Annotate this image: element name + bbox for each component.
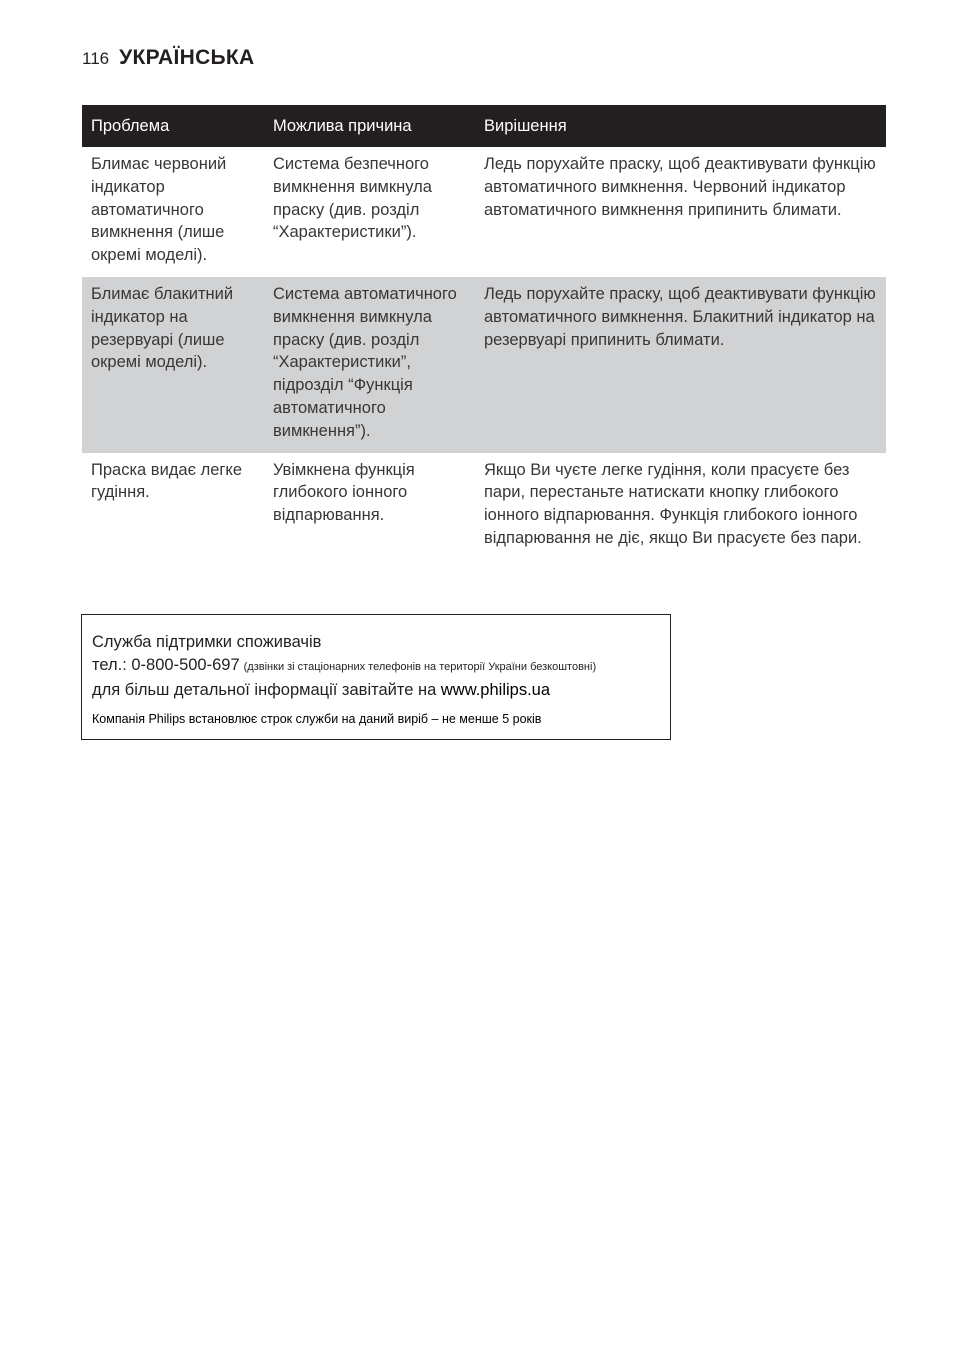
table-header-row (82, 105, 886, 147)
support-phone: тел.: 0-800-500-697 (92, 656, 240, 674)
problem-cell: Блимає червоний індикатор автоматичного вимкнення (лише окремі моделі). (91, 155, 227, 265)
cause-cell: Система автоматичного вимкнення вимкнула праску (див. розділ “Характеристики”, підрозділ “Функція автоматичного вимкнення”). (264, 277, 475, 453)
table-row (82, 453, 886, 560)
table-row (82, 277, 886, 453)
page-header (82, 46, 255, 70)
column-header-problem: Проблема (82, 105, 264, 147)
service-life-note: Компанія Philips встановлює строк служби на даний виріб – не менше 5 років (92, 712, 542, 726)
troubleshooting-table (82, 105, 886, 560)
support-info-line (92, 679, 660, 702)
cause-cell: Система безпечного вимкнення вимкнула праску (див. розділ “Характеристики”). (273, 155, 432, 242)
cause-cell: Увімкнена функція глибокого іонного відпарювання. (273, 460, 415, 525)
solution-cell: Ледь порухайте праску, щоб деактивувати функцію автоматичного вимкнення. Червоний індикатор автоматичного вимкнення припинить блимати. (484, 155, 876, 219)
page-number: 116 (82, 49, 110, 68)
solution-cell: Ледь порухайте праску, щоб деактивувати функцію автоматичного вимкнення. Блакитний індикатор на резервуарі припинить блимати. (475, 277, 886, 453)
column-header-solution: Вирішення (475, 105, 886, 147)
support-phone-note: (дзвінки зі стаціонарних телефонів на території України безкоштовні) (243, 661, 597, 673)
customer-support-box (81, 614, 671, 740)
support-website-link[interactable]: www.philips.ua (440, 681, 551, 699)
solution-cell: Якщо Ви чуєте легке гудіння, коли прасуєте без пари, перестаньте натискати кнопку глибокого іонного відпарювання. Функція глибокого іонного відпарювання не діє, якщо Ви прасуєте без пари. (484, 460, 862, 547)
problem-cell: Праска видає легке гудіння. (91, 460, 242, 502)
table-row (82, 147, 886, 277)
support-phone-line (92, 654, 660, 679)
column-header-cause: Можлива причина (264, 105, 475, 147)
support-title: Служба підтримки споживачів (92, 633, 322, 651)
page-title: УКРАЇНСЬКА (119, 46, 255, 69)
support-info-text: для більш детальної інформації завітайте на (92, 681, 437, 699)
problem-cell: Блимає блакитний індикатор на резервуарі (лише окремі моделі). (82, 277, 264, 453)
